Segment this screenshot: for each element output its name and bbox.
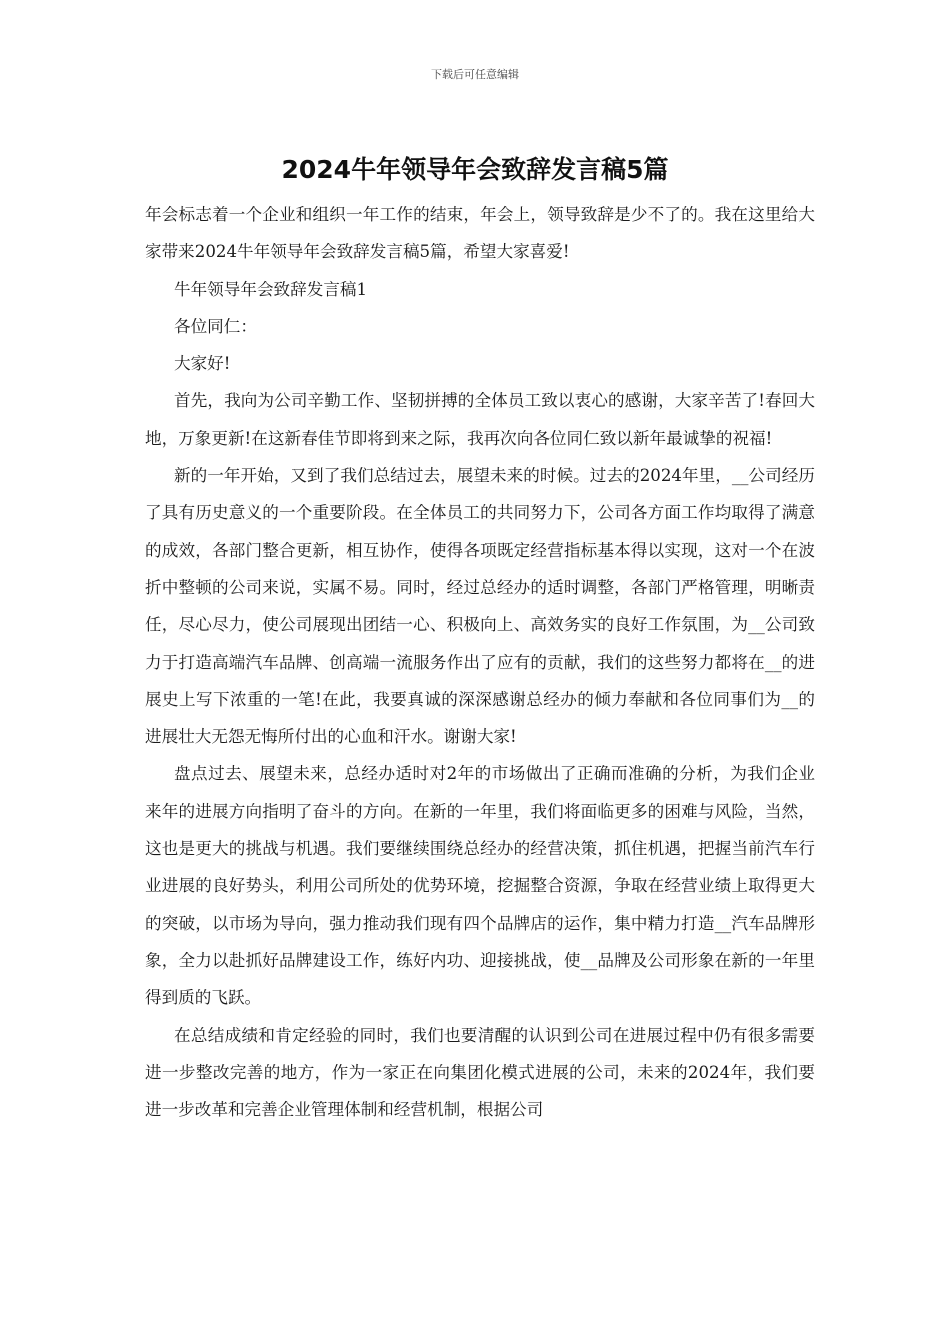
document-body	[145, 196, 815, 1128]
paragraph-body: 盘点过去、展望未来，总经办适时对2年的市场做出了正确而准确的分析，为我们企业来年的进展方向指明了奋斗的方向。在新的一年里，我们将面临更多的困难与风险，当然，这也是更大的挑战与机遇。我们要继续围绕总经办的经营决策，抓住机遇，把握当前汽车行业进展的良好势头，利用公司所处的优势环境，挖掘整合资源，争取在经营业绩上取得更大的突破，以市场为导向，强力推动我们现有四个品牌店的运作，集中精力打造__汽车品牌形象，全力以赴抓好品牌建设工作，练好内功、迎接挑战，使__品牌及公司形象在新的一年里得到质的飞跃。	[145, 764, 815, 1008]
paragraph-salutation: 各位同仁：	[174, 316, 257, 336]
paragraph-intro: 年会标志着一个企业和组织一年工作的结束，年会上，领导致辞是少不了的。我在这里给大家带来2024牛年领导年会致辞发言稿5篇，希望大家喜爱!	[145, 205, 815, 262]
paragraph-subheading: 牛年领导年会致辞发言稿1	[174, 279, 368, 299]
paragraph-greeting: 大家好!	[174, 354, 231, 374]
paragraph-body: 新的一年开始，又到了我们总结过去，展望未来的时候。过去的2024年里，__公司经历了具有历史意义的一个重要阶段。在全体员工的共同努力下，公司各方面工作均取得了满意的成效，各部门整合更新，相互协作，使得各项既定经营指标基本得以实现，这对一个在波折中整顿的公司来说，实属不易。同时，经过总经办的适时调整，各部门严格管理，明晰责任，尽心尽力，使公司展现出团结一心、积极向上、高效务实的良好工作氛围，为__公司致力于打造高端汽车品牌、创高端一流服务作出了应有的贡献，我们的这些努力都将在__的进展史上写下浓重的一笔!在此，我要真诚的深深感谢总经办的倾力奉献和各位同事们为__的进展壮大无怨无悔所付出的心血和汗水。谢谢大家!	[145, 466, 815, 747]
paragraph-body: 在总结成绩和肯定经验的同时，我们也要清醒的认识到公司在进展过程中仍有很多需要进一步整改完善的地方，作为一家正在向集团化模式进展的公司，未来的2024年，我们要进一步改革和完善企业管理体制和经营机制，根据公司	[145, 1025, 815, 1120]
document-title: 2024牛年领导年会致辞发言稿5篇	[281, 155, 669, 184]
paragraph-body: 首先，我向为公司辛勤工作、坚韧拼搏的全体员工致以衷心的感谢，大家辛苦了!春回大地，万象更新!在这新春佳节即将到来之际，我再次向各位同仁致以新年最诚挚的祝福!	[145, 391, 815, 448]
page-header-note: 下载后可任意编辑	[431, 68, 519, 81]
